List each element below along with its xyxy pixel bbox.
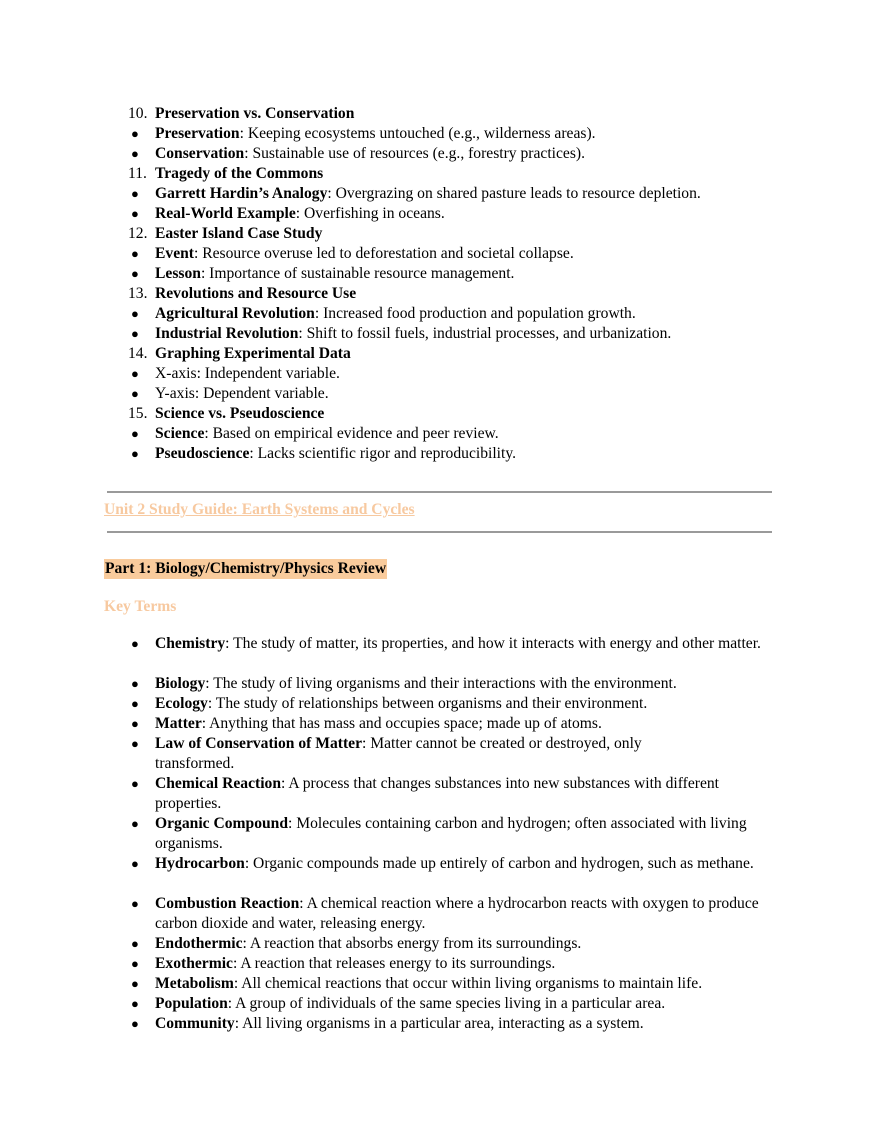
definition: : A chemical reaction where a hydrocarbon reacts with oxygen to produce carbon dioxide and water, releasing energy.	[155, 895, 759, 932]
definition: : The study of living organisms and their interactions with the environment.	[205, 675, 677, 692]
term: Ecology	[155, 695, 208, 712]
term: Hydrocarbon	[155, 855, 245, 872]
bullet-icon: ●	[131, 896, 139, 911]
term: Population	[155, 995, 228, 1012]
term: Metabolism	[155, 975, 234, 992]
bullet-icon: ●	[131, 146, 139, 161]
term: Lesson	[155, 265, 201, 282]
definition: : Keeping ecosystems untouched (e.g., wilderness areas).	[239, 125, 596, 142]
definition: : A process that changes substances into new substances with different properties.	[155, 775, 720, 812]
definition: : A group of individuals of the same species living in a particular area.	[227, 995, 666, 1012]
definition: : Lacks scientific rigor and reproducibility.	[249, 445, 517, 462]
bullet-icon: ●	[131, 816, 139, 831]
term: Law of Conservation of Matter	[155, 735, 363, 752]
definition: : Based on empirical evidence and peer review.	[204, 425, 499, 442]
definition: : A reaction that absorbs energy from its surroundings.	[242, 935, 582, 952]
section-number: 12.	[128, 225, 148, 242]
bullet-icon: ●	[131, 126, 139, 141]
term: Science	[155, 425, 205, 442]
bullet-icon: ●	[131, 676, 139, 691]
bullet-icon: ●	[131, 696, 139, 711]
term: Industrial Revolution	[155, 325, 299, 342]
bullet-icon: ●	[131, 716, 139, 731]
bullet-icon: ●	[131, 856, 139, 871]
definition: : Overgrazing on shared pasture leads to resource depletion.	[327, 185, 701, 202]
section-number: 11.	[128, 165, 147, 182]
term: Chemical Reaction	[155, 775, 282, 792]
term: Real-World Example	[155, 205, 296, 222]
section-number: 15.	[128, 405, 148, 422]
bullet-icon: ●	[131, 976, 139, 991]
term: Exothermic	[155, 955, 233, 972]
term: Pseudoscience	[155, 445, 250, 462]
bullet-icon: ●	[131, 426, 139, 441]
bullet-icon: ●	[131, 636, 139, 651]
definition: Y-axis: Dependent variable.	[155, 385, 329, 402]
term: Organic Compound	[155, 815, 289, 832]
part-title: Part 1: Biology/Chemistry/Physics Review	[105, 560, 387, 577]
horizontal-rule	[107, 531, 772, 533]
definition: : The study of relationships between organisms and their environment.	[207, 695, 648, 712]
definition: : Matter cannot be created or destroyed, only transformed.	[155, 735, 642, 772]
term: Community	[155, 1015, 235, 1032]
definition: : Importance of sustainable resource management.	[200, 265, 515, 282]
definition: : Molecules containing carbon and hydrogen; often associated with living organisms.	[155, 815, 747, 852]
term: Agricultural Revolution	[155, 305, 315, 322]
term: Combustion Reaction	[155, 895, 300, 912]
term: Garrett Hardin’s Analogy	[155, 185, 328, 202]
section-title: Graphing Experimental Data	[155, 345, 351, 362]
definition: : Resource overuse led to deforestation and societal collapse.	[193, 245, 574, 262]
definition: : Shift to fossil fuels, industrial processes, and urbanization.	[298, 325, 672, 342]
definition: X-axis: Independent variable.	[155, 365, 340, 382]
term: Chemistry	[155, 635, 226, 652]
horizontal-rule	[107, 491, 772, 493]
bullet-icon: ●	[131, 996, 139, 1011]
term: Biology	[155, 675, 206, 692]
section-title: Tragedy of the Commons	[155, 165, 324, 182]
bullet-icon: ●	[131, 306, 139, 321]
section-number: 14.	[128, 345, 148, 362]
definition: : The study of matter, its properties, and how it interacts with energy and other matter.	[225, 635, 761, 652]
definition: : Anything that has mass and occupies space; made up of atoms.	[201, 715, 602, 732]
definition: : Overfishing in oceans.	[295, 205, 445, 222]
bullet-icon: ●	[131, 246, 139, 261]
term: Event	[155, 245, 194, 262]
section-number: 10.	[128, 105, 148, 122]
section-title: Easter Island Case Study	[155, 225, 323, 242]
bullet-icon: ●	[131, 446, 139, 461]
key-terms-heading: Key Terms	[104, 598, 177, 615]
term: Conservation	[155, 145, 245, 162]
unit-title-link[interactable]: Unit 2 Study Guide: Earth Systems and Cycles	[104, 501, 415, 518]
bullet-icon: ●	[131, 776, 139, 791]
bullet-icon: ●	[131, 736, 139, 751]
section-title: Revolutions and Resource Use	[155, 285, 357, 302]
bullet-icon: ●	[131, 266, 139, 281]
bullet-icon: ●	[131, 366, 139, 381]
section-number: 13.	[128, 285, 148, 302]
definition: : Increased food production and population growth.	[314, 305, 636, 322]
definition: : Organic compounds made up entirely of carbon and hydrogen, such as methane.	[244, 855, 754, 872]
bullet-icon: ●	[131, 936, 139, 951]
definition: : A reaction that releases energy to its surroundings.	[232, 955, 556, 972]
definition: : Sustainable use of resources (e.g., forestry practices).	[244, 145, 586, 162]
definition: : All living organisms in a particular area, interacting as a system.	[234, 1015, 644, 1032]
bullet-icon: ●	[131, 956, 139, 971]
bullet-icon: ●	[131, 326, 139, 341]
section-title: Science vs. Pseudoscience	[155, 405, 325, 422]
bullet-icon: ●	[131, 1016, 139, 1031]
bullet-icon: ●	[131, 206, 139, 221]
section-title: Preservation vs. Conservation	[155, 105, 355, 122]
term: Endothermic	[155, 935, 243, 952]
term: Preservation	[155, 125, 240, 142]
bullet-icon: ●	[131, 386, 139, 401]
definition: : All chemical reactions that occur within living organisms to maintain life.	[233, 975, 703, 992]
bullet-icon: ●	[131, 186, 139, 201]
term: Matter	[155, 715, 202, 732]
